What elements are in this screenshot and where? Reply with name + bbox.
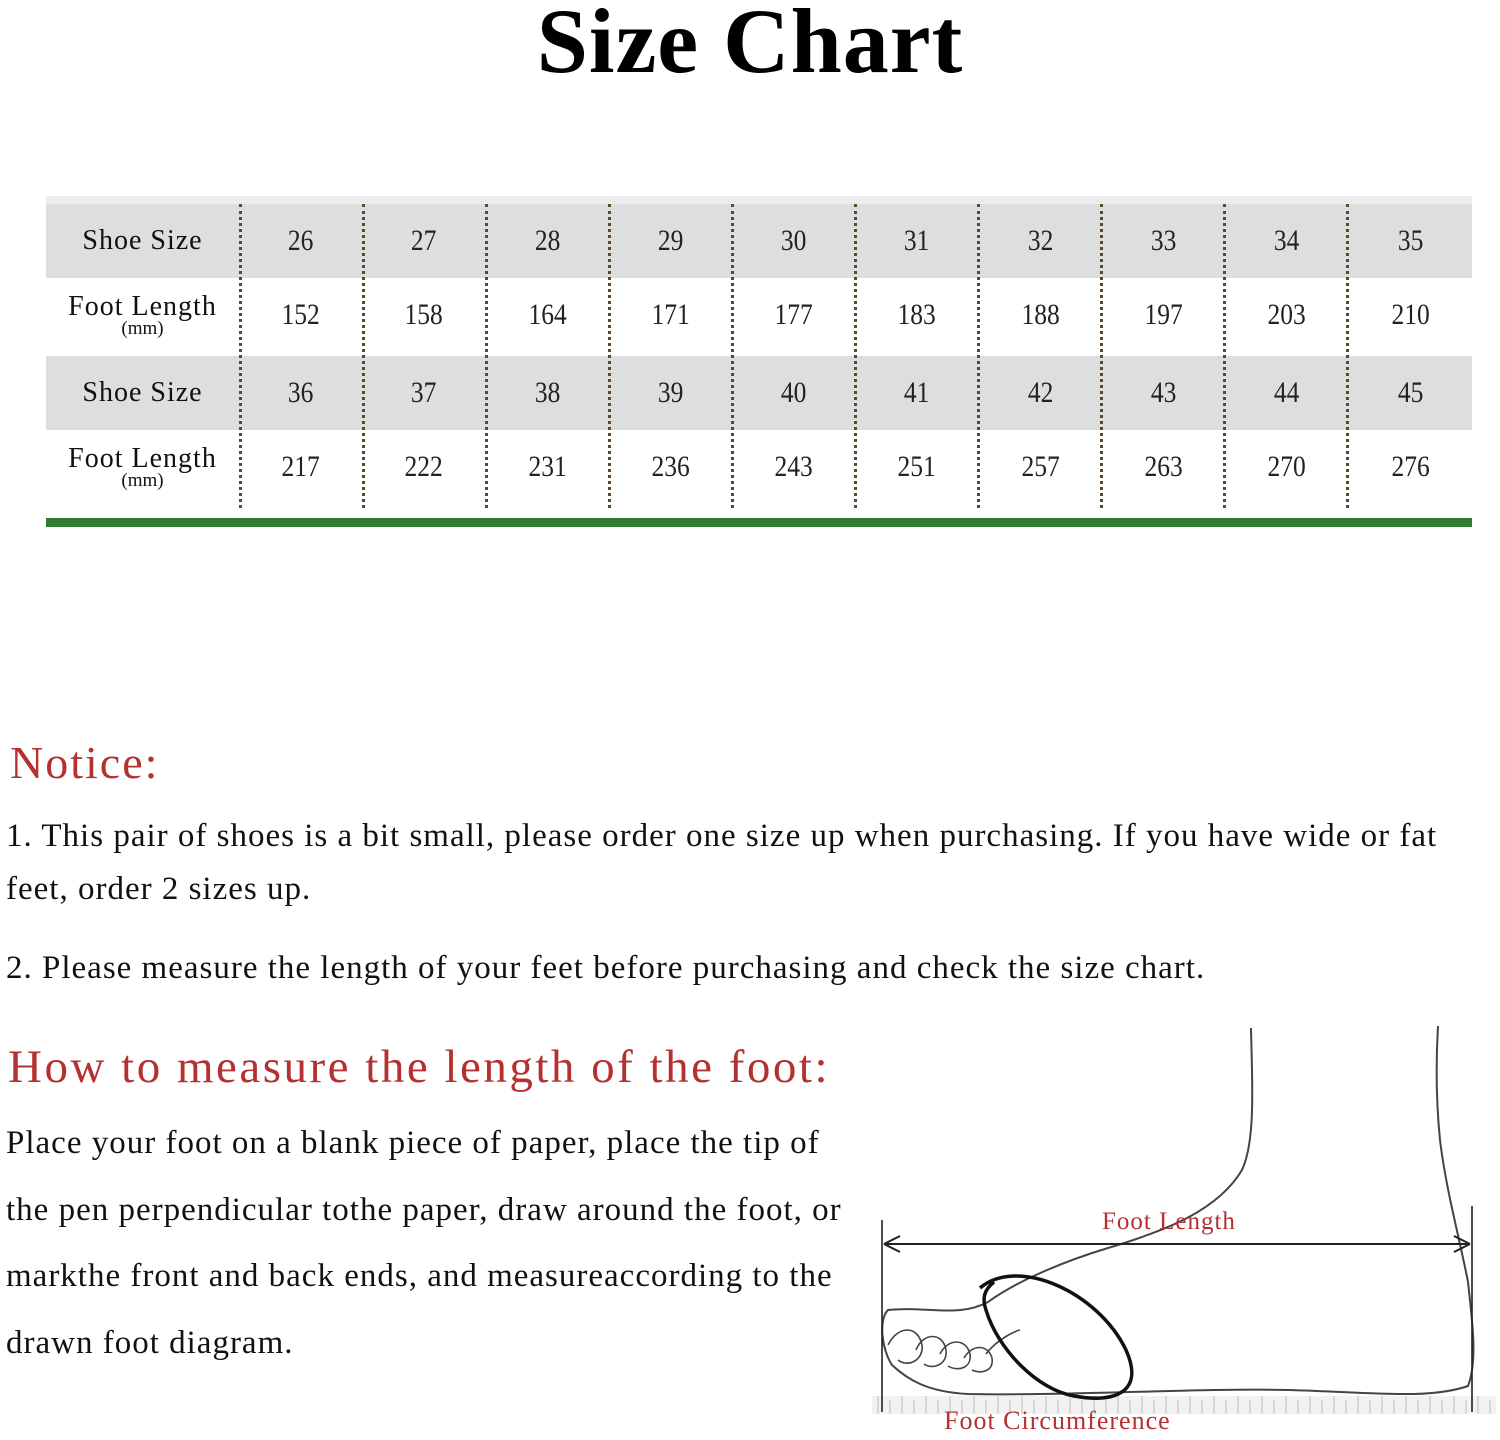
foot-circumference-label: Foot Circumference bbox=[944, 1406, 1171, 1435]
size-table bbox=[46, 196, 1472, 528]
table-cell: 30 bbox=[781, 224, 807, 257]
table-cell: 36 bbox=[287, 376, 314, 409]
table-cell: 44 bbox=[1274, 376, 1300, 409]
how-to-heading: How to measure the length of the foot: bbox=[8, 1041, 831, 1093]
column-divider bbox=[1346, 204, 1349, 508]
table-row-foot-length-2 bbox=[46, 430, 1472, 504]
table-cell: 34 bbox=[1274, 224, 1300, 257]
how-to-text: Place your foot on a blank piece of paper, place the tip of the pen perpendicular tothe paper, draw around the foot, or markthe front and back ends, and measureaccording to the drawn foot diagram. bbox=[6, 1125, 842, 1361]
column-divider bbox=[362, 204, 365, 508]
table-cell: 35 bbox=[1397, 224, 1424, 257]
table-cell: 231 bbox=[528, 450, 567, 483]
table-cell: 40 bbox=[781, 376, 807, 409]
table-cell: 33 bbox=[1150, 224, 1177, 257]
table-cell: 276 bbox=[1391, 450, 1430, 483]
table-cell: 41 bbox=[904, 376, 930, 409]
notice-item-1: 1. This pair of shoes is a bit small, please order one size up when purchasing. If you have wide or fat feet, order 2 sizes up. bbox=[6, 818, 1438, 907]
row-header-shoe-size bbox=[46, 356, 239, 430]
table-cell: 236 bbox=[651, 450, 690, 483]
table-bottom-bar bbox=[46, 518, 1472, 527]
column-divider bbox=[854, 204, 857, 508]
notice-item-2: 2. Please measure the length of your feet before purchasing and check the size chart. bbox=[6, 950, 1206, 986]
table-cell: 183 bbox=[898, 298, 937, 331]
table-cell: 217 bbox=[281, 450, 320, 483]
column-divider bbox=[239, 204, 242, 508]
table-row-shoe-size-2 bbox=[46, 356, 1472, 430]
table-cell: 158 bbox=[404, 298, 444, 331]
foot-diagram bbox=[868, 1020, 1500, 1435]
table-cell: 27 bbox=[411, 224, 437, 257]
table-cell: 203 bbox=[1267, 298, 1307, 331]
column-divider bbox=[1100, 204, 1103, 508]
row-header-foot-length bbox=[46, 430, 239, 504]
table-cell: 45 bbox=[1397, 376, 1424, 409]
table-cell: 243 bbox=[774, 450, 813, 483]
table-cell: 43 bbox=[1150, 376, 1177, 409]
row-header-foot-length bbox=[46, 278, 239, 352]
table-cell: 171 bbox=[651, 298, 690, 331]
row-header-unit: (mm) bbox=[121, 470, 164, 491]
page-title: Size Chart bbox=[536, 0, 964, 92]
table-row-foot-length-1 bbox=[46, 278, 1472, 352]
table-cell: 42 bbox=[1027, 376, 1054, 409]
table-cell: 251 bbox=[898, 450, 937, 483]
table-cell: 222 bbox=[404, 450, 444, 483]
table-cell: 39 bbox=[657, 376, 684, 409]
table-row-shoe-size-1 bbox=[46, 204, 1472, 278]
table-cell: 257 bbox=[1021, 450, 1060, 483]
table-cell: 29 bbox=[657, 224, 684, 257]
circumference-loop bbox=[980, 1276, 1132, 1398]
row-header-label: Foot Length bbox=[68, 291, 217, 322]
row-header-label: Shoe Size bbox=[82, 225, 203, 256]
table-cell: 197 bbox=[1144, 298, 1183, 331]
table-cell: 37 bbox=[411, 376, 437, 409]
table-cell: 263 bbox=[1144, 450, 1183, 483]
table-cell: 210 bbox=[1391, 298, 1430, 331]
column-divider bbox=[731, 204, 734, 508]
table-cell: 28 bbox=[534, 224, 560, 257]
column-divider bbox=[485, 204, 488, 508]
table-cell: 26 bbox=[287, 224, 314, 257]
notice-heading: Notice: bbox=[10, 737, 160, 788]
table-cell: 38 bbox=[534, 376, 560, 409]
table-cell: 31 bbox=[904, 224, 930, 257]
table-cell: 32 bbox=[1027, 224, 1054, 257]
row-header-label: Foot Length bbox=[68, 443, 217, 474]
row-header-shoe-size bbox=[46, 204, 239, 278]
column-divider bbox=[977, 204, 980, 508]
table-cell: 164 bbox=[528, 298, 567, 331]
table-cell: 188 bbox=[1021, 298, 1060, 331]
row-header-unit: (mm) bbox=[121, 318, 164, 339]
table-cell: 270 bbox=[1267, 450, 1307, 483]
row-header-label: Shoe Size bbox=[82, 377, 203, 408]
column-divider bbox=[1223, 204, 1226, 508]
table-cell: 152 bbox=[281, 298, 320, 331]
table-cell: 177 bbox=[774, 298, 813, 331]
foot-length-label: Foot Length bbox=[1102, 1208, 1236, 1235]
column-divider bbox=[608, 204, 611, 508]
table-top-band bbox=[46, 196, 1472, 204]
